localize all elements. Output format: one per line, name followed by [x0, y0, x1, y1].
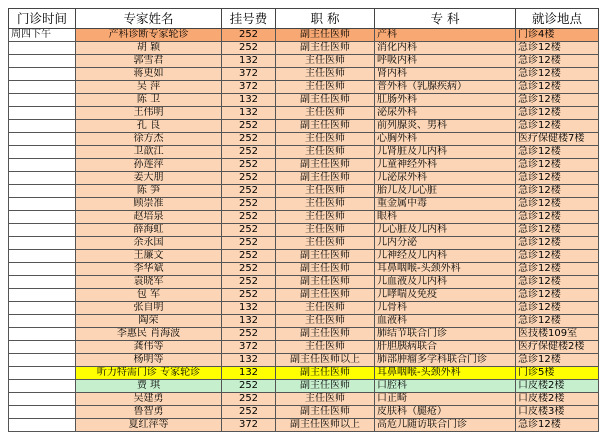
location-cell: 急诊12楼: [516, 159, 599, 172]
specialty-cell: 儿血液及儿内科: [375, 276, 516, 289]
location-cell: 急诊12楼: [516, 237, 599, 250]
title-cell: 副主任医师: [276, 42, 375, 55]
title-cell: 副主任医师以上: [276, 354, 375, 367]
specialty-cell: 儿内分泌: [375, 237, 516, 250]
title-cell: 主任医师: [276, 146, 375, 159]
time-cell: [9, 211, 76, 224]
fee-cell: 252: [222, 276, 276, 289]
title-cell: 副主任医师: [276, 406, 375, 419]
title-cell: 副主任医师: [276, 263, 375, 276]
title-cell: 主任医师: [276, 55, 375, 68]
location-cell: 急诊12楼: [516, 211, 599, 224]
time-cell: [9, 276, 76, 289]
title-cell: 副主任医师: [276, 29, 375, 42]
table-row: [9, 289, 599, 302]
clinic-schedule-table: [8, 8, 599, 432]
title-cell: 主任医师: [276, 198, 375, 211]
fee-cell: 252: [222, 146, 276, 159]
table-row: [9, 367, 599, 380]
title-cell: 副主任医师: [276, 120, 375, 133]
table-row: [9, 380, 599, 393]
doctor-cell: 郭雪君: [76, 55, 222, 68]
location-cell: 急诊12楼: [516, 120, 599, 133]
header-fee: 挂号费: [222, 9, 276, 29]
header-title: 职 称: [276, 9, 375, 29]
title-cell: 副主任医师: [276, 172, 375, 185]
specialty-cell: 儿哮喘及免疫: [375, 289, 516, 302]
time-cell: [9, 107, 76, 120]
doctor-cell: 徐方杰: [76, 133, 222, 146]
specialty-cell: 泌尿外科: [375, 107, 516, 120]
specialty-cell: 呼吸内科: [375, 55, 516, 68]
time-cell: [9, 393, 76, 406]
location-cell: 急诊12楼: [516, 55, 599, 68]
title-cell: 主任医师: [276, 81, 375, 94]
table-row: [9, 237, 599, 250]
location-cell: 急诊12楼: [516, 289, 599, 302]
time-cell: 周四下午: [9, 29, 76, 42]
doctor-cell: 蒋更如: [76, 68, 222, 81]
fee-cell: 132: [222, 367, 276, 380]
fee-cell: 132: [222, 94, 276, 107]
location-cell: 急诊12楼: [516, 354, 599, 367]
doctor-cell: 龚伟等: [76, 341, 222, 354]
table-row: [9, 120, 599, 133]
time-cell: [9, 120, 76, 133]
specialty-cell: 高危儿随访联合门诊: [375, 419, 516, 432]
title-cell: 主任医师: [276, 393, 375, 406]
title-cell: 主任医师: [276, 302, 375, 315]
specialty-cell: 皮肤科（腿疮）: [375, 406, 516, 419]
title-cell: 主任医师: [276, 224, 375, 237]
doctor-cell: 姜大朋: [76, 172, 222, 185]
table-body: [9, 29, 599, 432]
time-cell: [9, 419, 76, 432]
doctor-cell: 陈 笋: [76, 185, 222, 198]
header-specialty: 专 科: [375, 9, 516, 29]
time-cell: [9, 315, 76, 328]
doctor-cell: 张自明: [76, 302, 222, 315]
doctor-cell: 薛海虹: [76, 224, 222, 237]
location-cell: 急诊12楼: [516, 250, 599, 263]
title-cell: 副主任医师: [276, 94, 375, 107]
specialty-cell: 肾内科: [375, 68, 516, 81]
schedule-sheet: [8, 8, 599, 432]
location-cell: 口皮楼3楼: [516, 406, 599, 419]
specialty-cell: 儿心脏及儿内科: [375, 224, 516, 237]
header-time: 门诊时间: [9, 9, 76, 29]
specialty-cell: 普外科（乳腺疾病）: [375, 81, 516, 94]
title-cell: 主任医师: [276, 211, 375, 224]
table-row: [9, 81, 599, 94]
time-cell: [9, 289, 76, 302]
time-cell: [9, 146, 76, 159]
doctor-cell: 胡 颖: [76, 42, 222, 55]
time-cell: [9, 380, 76, 393]
fee-cell: 132: [222, 55, 276, 68]
fee-cell: 372: [222, 341, 276, 354]
table-row: [9, 276, 599, 289]
fee-cell: 252: [222, 328, 276, 341]
title-cell: 副主任医师: [276, 276, 375, 289]
location-cell: 医技楼109室: [516, 328, 599, 341]
doctor-cell: 袁晓军: [76, 276, 222, 289]
specialty-cell: 前列腺炎、男科: [375, 120, 516, 133]
specialty-cell: 心胸外科: [375, 133, 516, 146]
doctor-cell: 王廉文: [76, 250, 222, 263]
doctor-cell: 孙莲萍: [76, 159, 222, 172]
location-cell: 急诊12楼: [516, 94, 599, 107]
location-cell: 医疗保健楼7楼: [516, 133, 599, 146]
fee-cell: 252: [222, 120, 276, 133]
time-cell: [9, 328, 76, 341]
doctor-cell: 李华斌: [76, 263, 222, 276]
location-cell: 急诊12楼: [516, 198, 599, 211]
fee-cell: 132: [222, 315, 276, 328]
table-row: [9, 29, 599, 42]
fee-cell: 372: [222, 68, 276, 81]
specialty-cell: 眼科: [375, 211, 516, 224]
doctor-cell: 杨明等: [76, 354, 222, 367]
doctor-cell: 鲁智勇: [76, 406, 222, 419]
specialty-cell: 儿童神经外科: [375, 159, 516, 172]
time-cell: [9, 263, 76, 276]
specialty-cell: 儿肾脏及儿内科: [375, 146, 516, 159]
location-cell: 急诊12楼: [516, 419, 599, 432]
fee-cell: 252: [222, 133, 276, 146]
table-row: [9, 133, 599, 146]
time-cell: [9, 367, 76, 380]
fee-cell: 252: [222, 42, 276, 55]
fee-cell: 252: [222, 172, 276, 185]
table-row: [9, 94, 599, 107]
table-row: [9, 198, 599, 211]
time-cell: [9, 133, 76, 146]
doctor-cell: 产科诊断专家轮诊: [76, 29, 222, 42]
time-cell: [9, 406, 76, 419]
fee-cell: 252: [222, 185, 276, 198]
doctor-cell: 顾崇准: [76, 198, 222, 211]
fee-cell: 252: [222, 380, 276, 393]
specialty-cell: 消化内科: [375, 42, 516, 55]
location-cell: 急诊12楼: [516, 276, 599, 289]
fee-cell: 252: [222, 198, 276, 211]
table-row: [9, 393, 599, 406]
time-cell: [9, 198, 76, 211]
fee-cell: 372: [222, 419, 276, 432]
fee-cell: 132: [222, 302, 276, 315]
table-row: [9, 341, 599, 354]
time-cell: [9, 354, 76, 367]
time-cell: [9, 224, 76, 237]
fee-cell: 252: [222, 159, 276, 172]
doctor-cell: 陶荣: [76, 315, 222, 328]
specialty-cell: 产科: [375, 29, 516, 42]
time-cell: [9, 250, 76, 263]
table-row: [9, 250, 599, 263]
time-cell: [9, 94, 76, 107]
fee-cell: 372: [222, 81, 276, 94]
doctor-cell: 卫歆江: [76, 146, 222, 159]
doctor-cell: 陈 卫: [76, 94, 222, 107]
location-cell: 门诊5楼: [516, 367, 599, 380]
title-cell: 主任医师: [276, 185, 375, 198]
location-cell: 急诊12楼: [516, 146, 599, 159]
table-row: [9, 224, 599, 237]
fee-cell: 252: [222, 250, 276, 263]
doctor-cell: 赵培泉: [76, 211, 222, 224]
specialty-cell: 胎儿及儿心脏: [375, 185, 516, 198]
doctor-cell: 孔 良: [76, 120, 222, 133]
time-cell: [9, 55, 76, 68]
title-cell: 副主任医师: [276, 159, 375, 172]
header-doctor: 专家姓名: [76, 9, 222, 29]
location-cell: 急诊12楼: [516, 68, 599, 81]
title-cell: 主任医师: [276, 341, 375, 354]
doctor-cell: 夏红萍等: [76, 419, 222, 432]
time-cell: [9, 172, 76, 185]
fee-cell: 252: [222, 211, 276, 224]
location-cell: 急诊12楼: [516, 172, 599, 185]
time-cell: [9, 68, 76, 81]
location-cell: 急诊12楼: [516, 302, 599, 315]
specialty-cell: 肺部肿瘤多学科联合门诊: [375, 354, 516, 367]
title-cell: 副主任医师以上: [276, 419, 375, 432]
specialty-cell: 肛肠外科: [375, 94, 516, 107]
fee-cell: 252: [222, 29, 276, 42]
specialty-cell: 儿神经及儿内科: [375, 250, 516, 263]
table-row: [9, 107, 599, 120]
table-row: [9, 68, 599, 81]
table-row: [9, 185, 599, 198]
header-location: 就诊地点: [516, 9, 599, 29]
fee-cell: 132: [222, 107, 276, 120]
title-cell: 主任医师: [276, 68, 375, 81]
table-row: [9, 328, 599, 341]
doctor-cell: 吴建勇: [76, 393, 222, 406]
table-row: [9, 419, 599, 432]
time-cell: [9, 341, 76, 354]
time-cell: [9, 159, 76, 172]
specialty-cell: 重金属中毒: [375, 198, 516, 211]
location-cell: 急诊12楼: [516, 224, 599, 237]
doctor-cell: 余永国: [76, 237, 222, 250]
fee-cell: 252: [222, 263, 276, 276]
location-cell: 急诊12楼: [516, 315, 599, 328]
specialty-cell: 口正畸: [375, 393, 516, 406]
header-row: [9, 9, 599, 29]
location-cell: 门诊4楼: [516, 29, 599, 42]
location-cell: 急诊12楼: [516, 185, 599, 198]
specialty-cell: 肝胆胰病联合: [375, 341, 516, 354]
fee-cell: 252: [222, 289, 276, 302]
table-row: [9, 263, 599, 276]
table-row: [9, 159, 599, 172]
specialty-cell: 耳鼻咽喉-头颈外科: [375, 263, 516, 276]
time-cell: [9, 185, 76, 198]
title-cell: 主任医师: [276, 107, 375, 120]
table-row: [9, 315, 599, 328]
doctor-cell: 听力特需门诊 专家轮诊: [76, 367, 222, 380]
doctor-cell: 吴 萍: [76, 81, 222, 94]
doctor-cell: 李惠民 肖海波: [76, 328, 222, 341]
location-cell: 口皮楼2楼: [516, 393, 599, 406]
time-cell: [9, 81, 76, 94]
time-cell: [9, 42, 76, 55]
specialty-cell: 儿骨科: [375, 302, 516, 315]
table-row: [9, 211, 599, 224]
table-row: [9, 55, 599, 68]
doctor-cell: 王伟明: [76, 107, 222, 120]
location-cell: 急诊12楼: [516, 42, 599, 55]
table-row: [9, 406, 599, 419]
title-cell: 副主任医师: [276, 380, 375, 393]
specialty-cell: 口腔科: [375, 380, 516, 393]
title-cell: 主任医师: [276, 237, 375, 250]
location-cell: 急诊12楼: [516, 263, 599, 276]
location-cell: 口皮楼2楼: [516, 380, 599, 393]
time-cell: [9, 237, 76, 250]
fee-cell: 252: [222, 393, 276, 406]
table-row: [9, 302, 599, 315]
table-row: [9, 354, 599, 367]
specialty-cell: 儿泌尿外科: [375, 172, 516, 185]
specialty-cell: 血液科: [375, 315, 516, 328]
title-cell: 主任医师: [276, 133, 375, 146]
title-cell: 副主任医师: [276, 328, 375, 341]
fee-cell: 252: [222, 237, 276, 250]
specialty-cell: 肺结节联合门诊: [375, 328, 516, 341]
location-cell: 医疗保健楼2楼: [516, 341, 599, 354]
fee-cell: 252: [222, 406, 276, 419]
title-cell: 副主任医师: [276, 250, 375, 263]
table-row: [9, 42, 599, 55]
location-cell: 急诊12楼: [516, 81, 599, 94]
doctor-cell: 包 军: [76, 289, 222, 302]
specialty-cell: 耳鼻咽喉-头颈外科: [375, 367, 516, 380]
fee-cell: 132: [222, 354, 276, 367]
title-cell: 副主任医师: [276, 289, 375, 302]
doctor-cell: 费 琪: [76, 380, 222, 393]
location-cell: 急诊12楼: [516, 107, 599, 120]
title-cell: 副主任医师: [276, 367, 375, 380]
title-cell: 主任医师: [276, 315, 375, 328]
table-row: [9, 172, 599, 185]
time-cell: [9, 302, 76, 315]
table-row: [9, 146, 599, 159]
fee-cell: 252: [222, 224, 276, 237]
